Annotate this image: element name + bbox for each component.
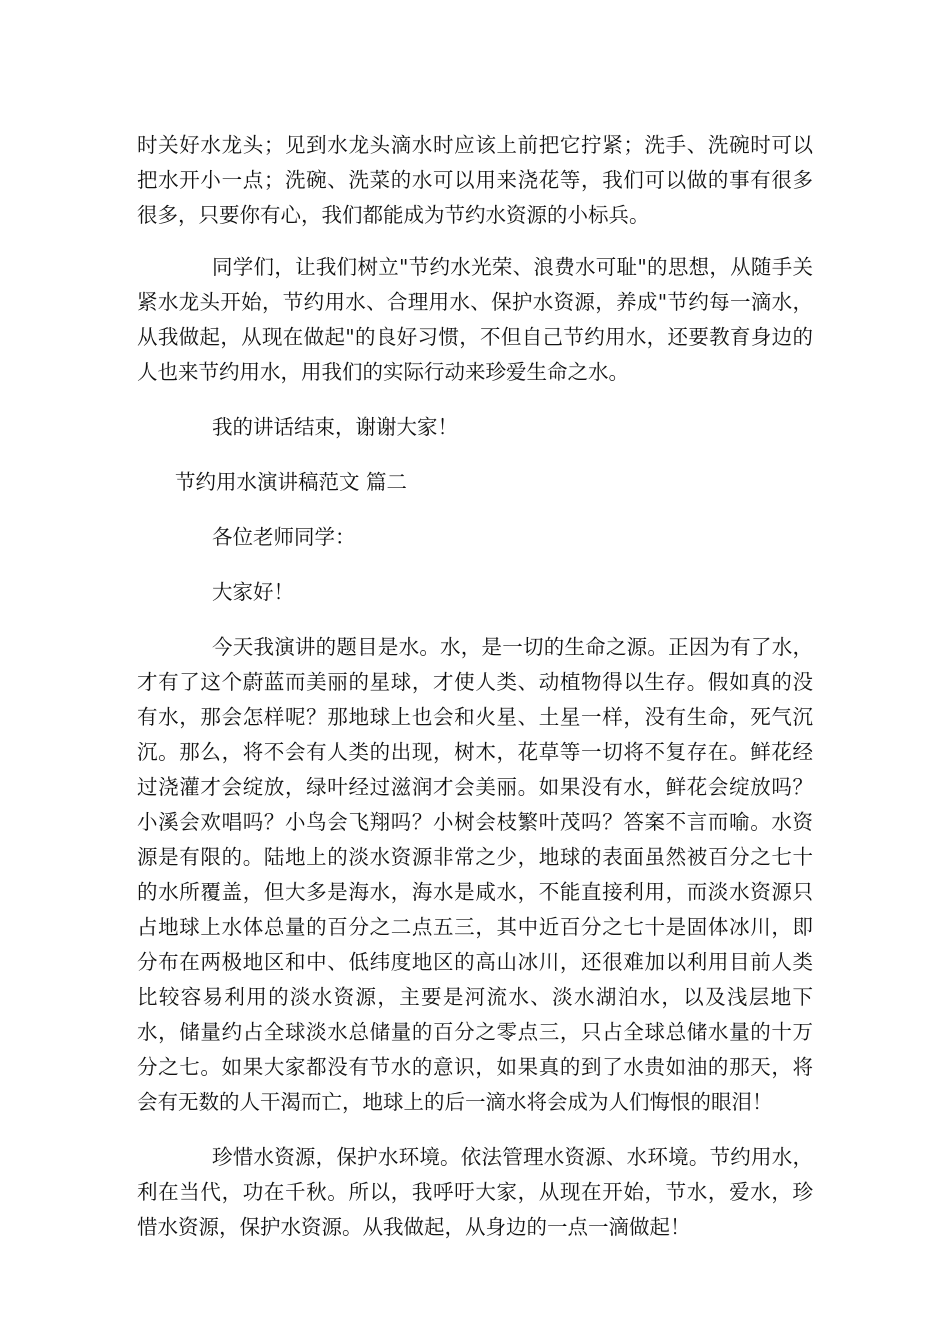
paragraph-continuation: 时关好水龙头；见到水龙头滴水时应该上前把它拧紧；洗手、洗碗时可以把水开小一点；洗碗、洗菜的水可以用来浇花等，我们可以做的事有很多很多，只要你有心，我们都能成为节约水资源的小标兵。	[137, 133, 813, 227]
paragraph-call-to-action: 同学们，让我们树立"节约水光荣、浪费水可耻"的思想，从随手关紧水龙头开始，节约用水、合理用水、保护水资源，养成"节约每一滴水，从我做起，从现在做起"的良好习惯，不但自己节约用水，还要教育身边的人也来节约用水，用我们的实际行动来珍爱生命之水。	[137, 255, 813, 384]
paragraph-gap	[137, 1120, 813, 1140]
paragraph-gap	[137, 390, 813, 410]
paragraph-main-speech: 今天我演讲的题目是水。水，是一切的生命之源。正因为有了水，才有了这个蔚蓝而美丽的星球，才使人类、动植物得以生存。假如真的没有水，那会怎样呢？那地球上也会和火星、土星一样，没有生命，死气沉沉。那么，将不会有人类的出现，树木，花草等一切将不复存在。鲜花经过浇灌才会绽放，绿叶经过滋润才会美丽。如果没有水，鲜花会绽放吗？小溪会欢唱吗？小鸟会飞翔吗？小树会枝繁叶茂吗？答案不言而喻。水资源是有限的。陆地上的淡水资源非常之少，地球的表面虽然被百分之七十的水所覆盖，但大多是海水，海水是咸水，不能直接利用，而淡水资源只占地球上水体总量的百分之二点五三，其中近百分之七十是固体冰川，即分布在两极地区和中、低纬度地区的高山冰川，还很难加以利用目前人类比较容易利用的淡水资源，主要是河流水、淡水湖泊水，以及浅层地下水，储量约占全球淡水总储量的百分之零点三，只占全球总储水量的十万分之七。如果大家都没有节水的意识，如果真的到了水贵如油的那天，将会有无数的人干渴而亡，地球上的后一滴水将会成为人们悔恨的眼泪！	[137, 635, 813, 1114]
paragraph-greeting: 大家好！	[212, 580, 294, 604]
document-body	[137, 128, 813, 1245]
paragraph-gap	[137, 445, 813, 465]
paragraph-gap	[137, 610, 813, 630]
paragraph-salutation: 各位老师同学：	[212, 525, 356, 549]
paragraph-gap	[137, 233, 813, 250]
paragraph-gap	[137, 555, 813, 575]
paragraph-appeal: 珍惜水资源，保护水环境。依法管理水资源、水环境。节约用水，利在当代，功在千秋。所以，我呼吁大家，从现在开始，节水，爱水，珍惜水资源，保护水资源。从我做起，从身边的一点一滴做起！	[137, 1145, 813, 1239]
section-heading: 节约用水演讲稿范文 篇二	[175, 470, 408, 494]
paragraph-gap	[137, 500, 813, 520]
paragraph-closing: 我的讲话结束，谢谢大家！	[212, 415, 458, 439]
